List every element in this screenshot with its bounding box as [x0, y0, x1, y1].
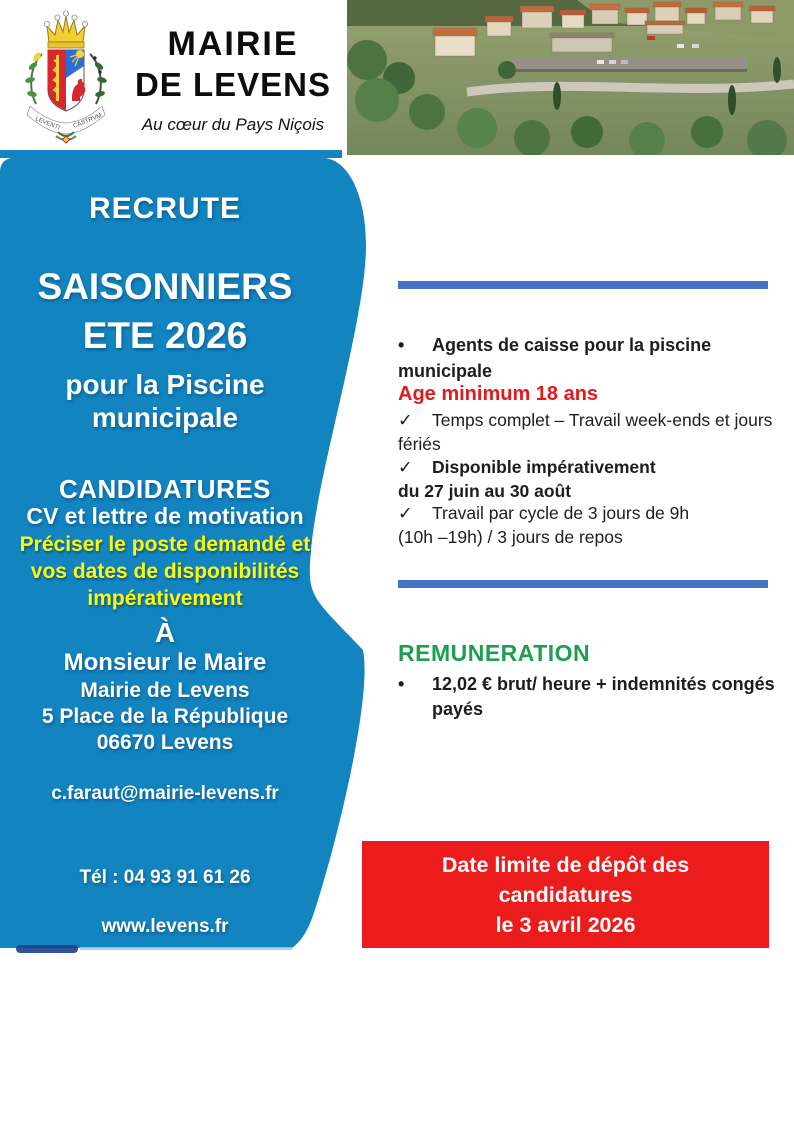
requirement-line	[398, 456, 780, 480]
top-divider-bar	[398, 281, 768, 289]
check-icon: ✓	[398, 457, 413, 477]
requirement-text: Travail par cycle de 3 jours de 9h	[432, 503, 690, 523]
address-line-3: 06670 Levens	[96, 731, 234, 754]
notice-line-3: impérativement	[87, 587, 243, 610]
deadline-line-1: Date limite de dépôt des	[441, 853, 690, 877]
check-icon: ✓	[398, 503, 413, 523]
position-line-1	[398, 332, 776, 358]
title-line-1: MAIRIE	[167, 25, 299, 63]
requirement-cycle	[398, 502, 780, 549]
notice-line-1: Préciser le poste demandé et	[19, 533, 311, 556]
headline-ete-2026: ETE 2026	[82, 315, 248, 356]
panel-bottom-shadow	[16, 945, 78, 953]
crown-icon	[44, 11, 87, 48]
bullet-icon: •	[398, 335, 405, 355]
deadline-line-3: le 3 avril 2026	[495, 913, 636, 937]
to-label: À	[154, 617, 176, 648]
remuneration-text: 12,02 € brut/ heure + indemnités congés	[432, 674, 775, 694]
address-line-1: Mairie de Levens	[80, 679, 250, 702]
deadline-line-2: candidatures	[498, 883, 633, 907]
recrute-heading: RECRUTE	[88, 192, 241, 225]
subheadline-piscine: pour la Piscine	[65, 369, 265, 400]
remuneration-block	[398, 672, 776, 722]
remuneration-line-2: payés	[432, 699, 484, 719]
crest-motto-right: CASTRVM	[72, 112, 103, 130]
contact-phone: Tél : 04 93 91 61 26	[79, 867, 251, 888]
levens-coat-of-arms	[20, 4, 112, 150]
requirement-line	[398, 502, 780, 526]
addressee: Monsieur le Maire	[63, 649, 267, 676]
requirement-continuation: (10h –19h) / 3 jours de repos	[398, 526, 623, 547]
requirement-continuation: du 27 juin au 30 août	[398, 480, 572, 501]
check-icon: ✓	[398, 410, 413, 430]
requirement-availability	[398, 456, 780, 503]
requirement-continuation: fériés	[398, 433, 441, 454]
contact-email: c.faraut@mairie-levens.fr	[51, 783, 279, 804]
crest-motto-left: LEVENTI	[34, 115, 61, 132]
title-line-2: DE LEVENS	[134, 66, 332, 103]
panel-top-bar	[0, 150, 342, 158]
age-requirement: Age minimum 18 ans	[398, 383, 599, 405]
headline-saisonniers: SAISONNIERS	[37, 266, 293, 307]
bullet-icon: •	[398, 674, 405, 694]
website-url: www.levens.fr	[101, 916, 229, 937]
position-line-2: municipale	[398, 361, 493, 381]
remuneration-line-1	[398, 672, 776, 697]
subheadline-municipale: municipale	[91, 402, 239, 433]
candidatures-subtitle: CV et lettre de motivation	[26, 503, 304, 529]
town-tagline: Au cœur du Pays Niçois	[141, 115, 325, 134]
position-title: Agents de caisse pour la piscine	[432, 335, 712, 355]
remuneration-title: REMUNERATION	[398, 640, 591, 666]
requirement-text: Disponible impérativement	[432, 457, 656, 477]
address-line-2: 5 Place de la République	[41, 705, 289, 728]
town-hall-title	[116, 24, 350, 106]
bottom-divider-bar	[398, 580, 768, 588]
panel-bottom-highlight	[80, 947, 292, 950]
requirement-text: Temps complet – Travail week-ends et jours	[432, 410, 773, 430]
position-block	[398, 332, 776, 384]
requirement-line	[398, 409, 780, 433]
notice-line-2: vos dates de disponibilités	[30, 560, 300, 583]
candidatures-title: CANDIDATURES	[58, 474, 272, 504]
requirement-schedule	[398, 409, 780, 456]
shield	[48, 50, 85, 111]
village-photo	[347, 0, 794, 155]
deadline-box	[362, 841, 769, 948]
